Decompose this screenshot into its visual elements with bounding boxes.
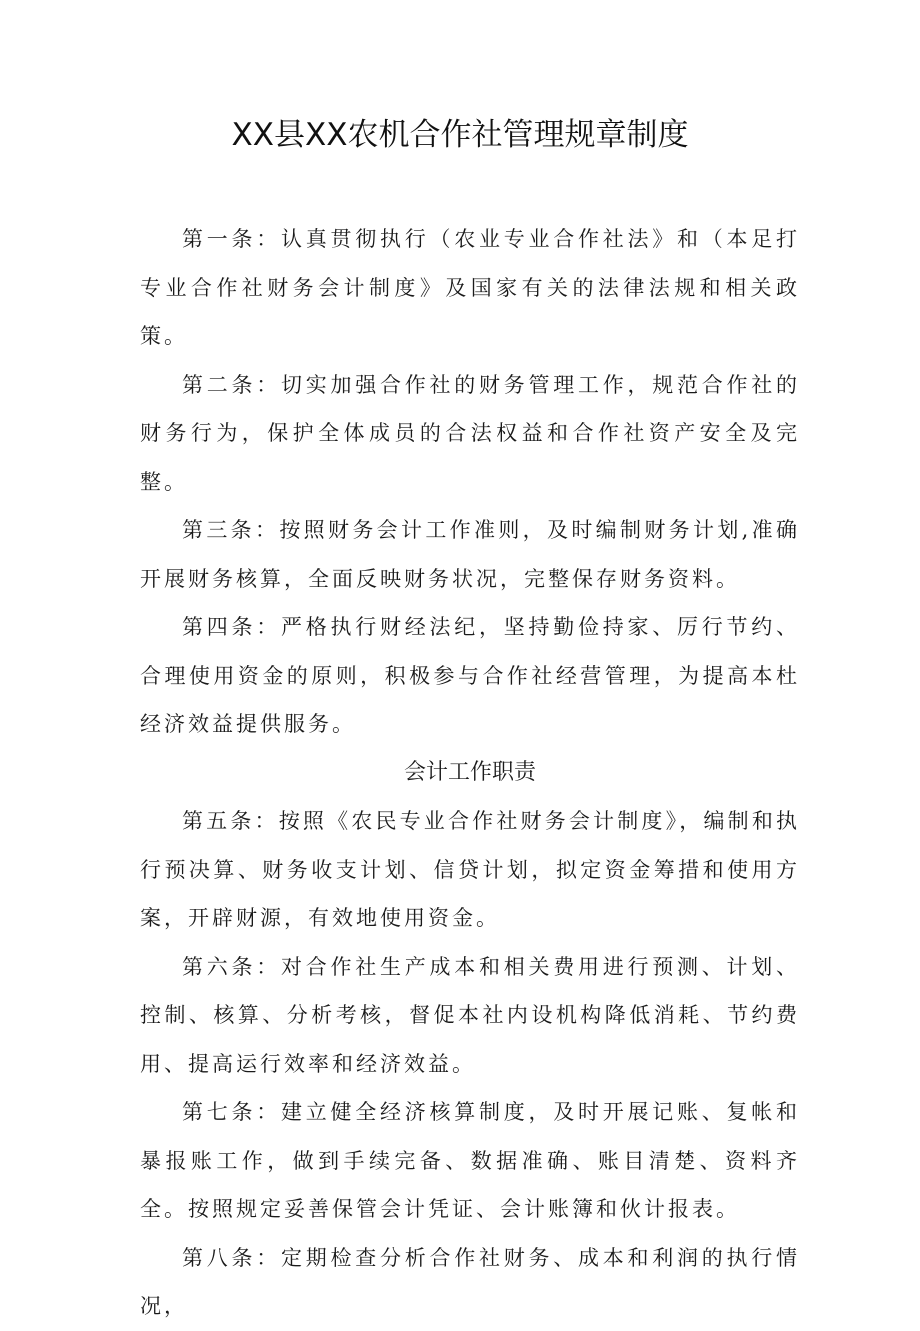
article-6: 第六条：对合作社生产成本和相关费用进行预测、计划、控制、核算、分析考核，督促本社内设机构降低消耗、节约费用、提高运行效率和经济效益。 bbox=[140, 954, 800, 1076]
article-5: 第五条：按照《农民专业合作社财务会计制度》，编制和执行预决算、财务收支计划、信贷计划，拟定资金筹措和使用方案，开辟财源，有效地使用资金。 bbox=[140, 809, 800, 930]
document-title: XX县XX农机合作社管理规章制度 bbox=[231, 117, 689, 153]
article-8: 第八条：定期检查分析合作社财务、成本和利润的执行情况， bbox=[140, 1245, 800, 1318]
article-1: 第一条：认真贯彻执行（农业专业合作社法》和（本足打专业合作社财务会计制度》及国家有关的法律法规和相关政策。 bbox=[140, 227, 800, 348]
section-heading-accounting-duties: 会计工作职责 bbox=[403, 759, 536, 785]
article-2: 第二条：切实加强合作社的财务管理工作，规范合作社的财务行为，保护全体成员的合法权益和合作社资产安全及完整。 bbox=[140, 372, 800, 494]
document-body bbox=[140, 215, 800, 1331]
article-7: 第七条：建立健全经济核算制度，及时开展记账、复帐和暴报账工作，做到手续完备、数据准确、账目清楚、资料齐全。按照规定妥善保管会计凭证、会计账簿和伙计报表。 bbox=[140, 1100, 800, 1221]
article-4: 第四条：严格执行财经法纪，坚持勤俭持家、厉行节约、合理使用资金的原则，积极参与合作社经营管理，为提高本杜经济效益提供服务。 bbox=[140, 615, 800, 736]
article-3: 第三条：按照财务会计工作准则，及时编制财务计划,准确开展财务核算，全面反映财务状况，完整保存财务资料。 bbox=[140, 518, 800, 591]
